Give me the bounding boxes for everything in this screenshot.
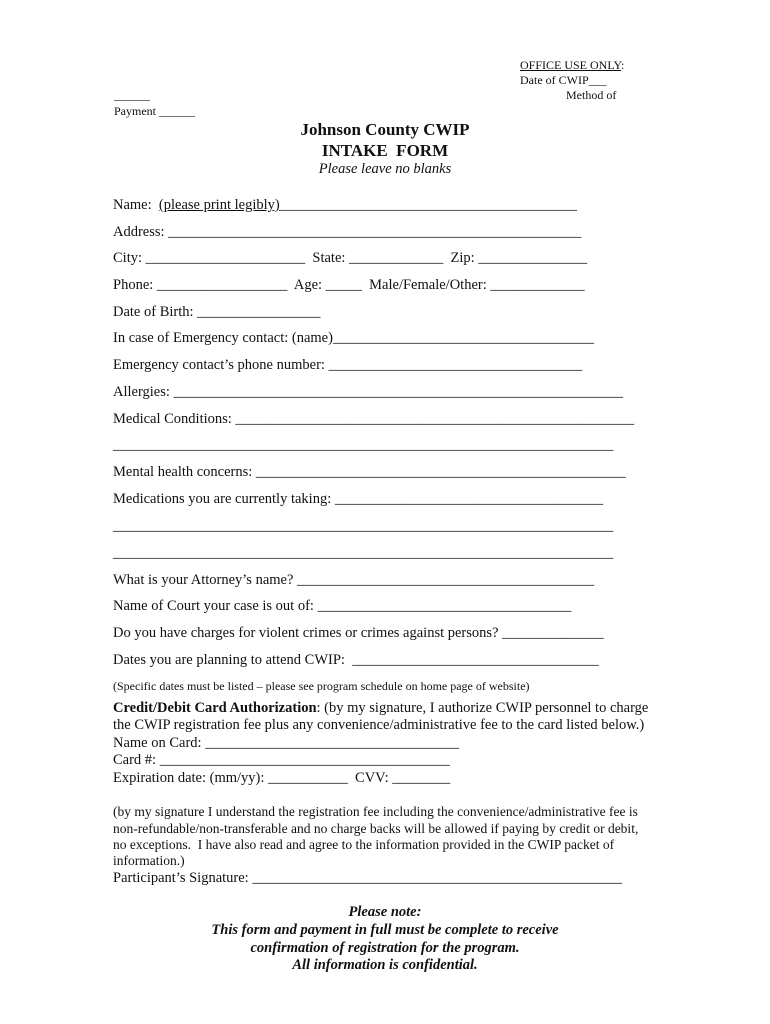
office-payment-line: Payment ______ xyxy=(114,104,195,118)
note-line-1: This form and payment in full must be complete to receive xyxy=(211,922,559,938)
date-of-birth-field[interactable]: Date of Birth: _________________ xyxy=(113,304,321,320)
name-field[interactable] xyxy=(113,197,577,214)
medications-field[interactable]: Medications you are currently taking: _____________________________________ xyxy=(113,491,604,507)
card-authorization-heading: Credit/Debit Card Authorization xyxy=(113,700,317,716)
form-instruction: Please leave no blanks xyxy=(318,161,452,177)
note-line-2: confirmation of registration for the program. xyxy=(250,940,520,956)
medical-conditions-extra-line[interactable]: _____________________________________________________________________ xyxy=(113,437,614,453)
name-line: _________________________________________ xyxy=(279,197,577,213)
note-line-3: All information is confidential. xyxy=(292,957,478,973)
emergency-contact-name-field[interactable]: In case of Emergency contact: (name)____________________________________ xyxy=(113,330,594,346)
court-field[interactable]: Name of Court your case is out of: ___________________________________ xyxy=(113,598,572,614)
card-authorization-intro-2: the CWIP registration fee plus any convenience/administrative fee to the card listed below.) xyxy=(113,717,645,733)
name-on-card-field[interactable]: Name on Card: ___________________________________ xyxy=(113,735,459,751)
agreement-line-4: information.) xyxy=(113,853,185,868)
note-heading: Please note: xyxy=(348,904,422,920)
mental-health-field[interactable]: Mental health concerns: ___________________________________________________ xyxy=(113,464,626,480)
expiration-cvv-field[interactable]: Expiration date: (mm/yy): ___________ CVV: ________ xyxy=(113,770,451,786)
office-method-line: Method of xyxy=(566,88,617,102)
participant-signature-field[interactable]: Participant’s Signature: ___________________________________________________ xyxy=(113,870,623,886)
card-authorization-intro xyxy=(113,700,648,717)
office-date-line: Date of CWIP___ xyxy=(520,73,607,87)
medications-extra-line-1[interactable]: _____________________________________________________________________ xyxy=(113,518,614,534)
attendance-dates-field[interactable]: Dates you are planning to attend CWIP: __________________________________ xyxy=(113,652,599,668)
card-number-field[interactable]: Card #: ________________________________________ xyxy=(113,752,450,768)
card-authorization-intro-1: : (by my signature, I authorize CWIP personnel to charge xyxy=(316,700,649,716)
violent-charges-field[interactable]: Do you have charges for violent crimes or crimes against persons? ______________ xyxy=(113,625,604,641)
attendance-dates-note: (Specific dates must be listed – please see program schedule on home page of website) xyxy=(113,679,530,693)
city-state-zip-field[interactable]: City: ______________________ State: _____________ Zip: _______________ xyxy=(113,250,588,266)
phone-age-gender-field[interactable]: Phone: __________________ Age: _____ Male/Female/Other: _____________ xyxy=(113,277,585,293)
emergency-contact-phone-field[interactable]: Emergency contact’s phone number: ___________________________________ xyxy=(113,357,583,373)
medications-extra-line-2[interactable]: _____________________________________________________________________ xyxy=(113,545,614,561)
address-field[interactable]: Address: _________________________________________________________ xyxy=(113,224,582,240)
agreement-line-1: (by my signature I understand the registration fee including the convenience/administrative fee is xyxy=(113,804,638,819)
office-use-label: OFFICE USE ONLY xyxy=(520,58,622,72)
name-label: Name: xyxy=(113,197,159,213)
allergies-field[interactable]: Allergies: ______________________________________________________________ xyxy=(113,384,624,400)
attorney-field[interactable]: What is your Attorney’s name? _________________________________________ xyxy=(113,572,595,588)
name-hint: (please print legibly) xyxy=(158,197,280,213)
office-use-heading xyxy=(520,58,624,73)
medical-conditions-field[interactable]: Medical Conditions: _______________________________________________________ xyxy=(113,411,635,427)
agreement-line-3: no exceptions. I have also read and agree to the information provided in the CWIP packet of xyxy=(113,837,615,852)
office-use-colon: : xyxy=(621,58,625,72)
form-subtitle: INTAKE FORM xyxy=(321,141,449,160)
office-blank-line: ______ xyxy=(114,88,150,102)
agreement-line-2: non-refundable/non-transferable and no charge backs will be allowed if paying by credit or debit, xyxy=(113,821,639,836)
form-title: Johnson County CWIP xyxy=(300,120,470,139)
